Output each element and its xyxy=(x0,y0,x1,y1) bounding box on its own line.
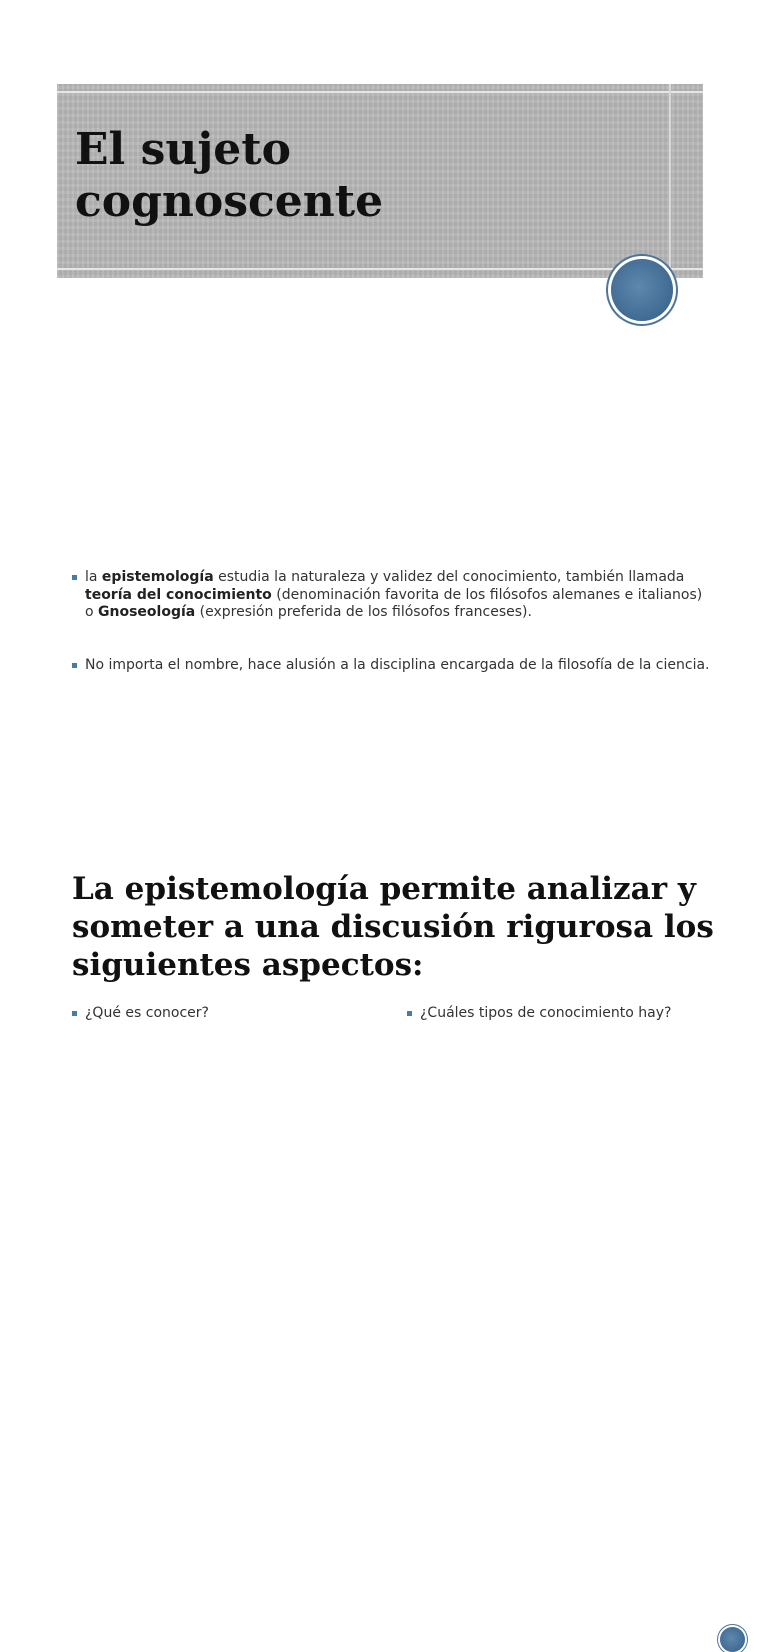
question-item xyxy=(407,1005,671,1022)
banner-divider-top xyxy=(57,91,703,93)
question-text: ¿Cuáles tipos de conocimiento hay? xyxy=(420,1005,672,1021)
question-text: ¿Qué es conocer? xyxy=(85,1005,209,1021)
banner-divider-bottom xyxy=(57,268,703,270)
circle-badge-icon xyxy=(611,259,673,321)
bullet-square-icon xyxy=(407,1011,412,1016)
slide-title xyxy=(75,124,383,228)
bullet-text: (expresión preferida de los filósofos franceses). xyxy=(195,604,532,620)
bullet-square-icon xyxy=(72,575,77,580)
bold-term: Gnoseología xyxy=(98,604,196,620)
bullet-text: la xyxy=(85,569,102,585)
bullet-text: estudia la naturaleza y validez del conocimiento, también llamada xyxy=(213,569,685,585)
bullet-item xyxy=(72,569,712,622)
slide-1 xyxy=(0,0,768,800)
bullet-square-icon xyxy=(72,1011,77,1016)
slide-2-heading: La epistemología permite analizar y someter a una discusión rigurosa los siguientes aspectos: xyxy=(72,871,714,983)
question-item xyxy=(72,1005,209,1022)
circle-badge-small-icon xyxy=(720,1627,745,1652)
bullet-item xyxy=(72,657,712,675)
bullet-text: No importa el nombre, hace alusión a la disciplina encargada de la filosofía de la ciencia. xyxy=(85,656,710,673)
bold-term: epistemología xyxy=(101,569,214,585)
banner-divider-right xyxy=(669,84,671,278)
bullet-square-icon xyxy=(72,663,77,668)
title-banner xyxy=(57,84,703,278)
slide-title-line-2: cognoscente xyxy=(75,176,384,227)
slide-title-line-1: El sujeto xyxy=(75,124,291,175)
bullet-list xyxy=(72,569,712,674)
bold-term: teoría del conocimiento xyxy=(85,586,272,603)
bullet-text: (denominación favorita de los filósofos alemanes e italianos) o xyxy=(85,586,703,620)
